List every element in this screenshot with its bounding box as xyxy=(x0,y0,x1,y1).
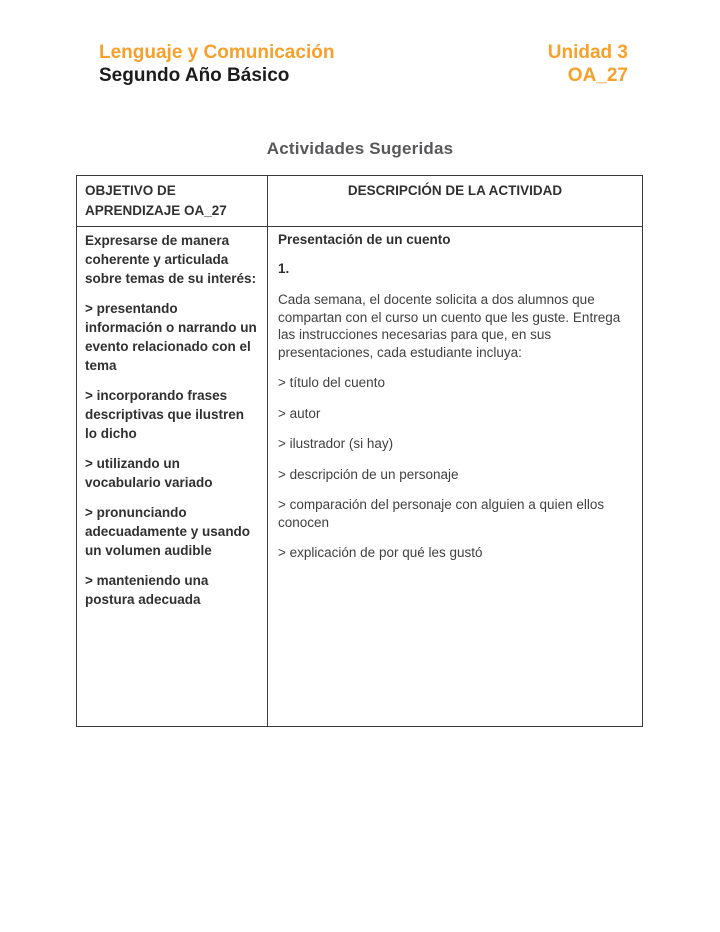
list-item: > explicación de por qué les gustó xyxy=(278,545,483,560)
activity-number: 1. xyxy=(278,260,290,276)
section-title: Actividades Sugeridas xyxy=(266,139,454,158)
objective-intro: Expresarse de manera coherente y articulada sobre temas de su interés: xyxy=(85,233,257,286)
list-item: > ilustrador (si hay) xyxy=(278,436,394,451)
unit-label: Unidad 3 xyxy=(547,42,628,63)
list-item: > manteniendo una postura adecuada xyxy=(85,573,209,607)
activity-cell xyxy=(268,227,643,727)
objective-bullet-list xyxy=(85,299,257,609)
list-item: > presentando información o narrando un evento relacionado con el tema xyxy=(85,301,257,373)
list-item: > título del cuento xyxy=(278,375,385,390)
activity-column-header: DESCRIPCIÓN DE LA ACTIVIDAD xyxy=(268,176,643,227)
list-item: > autor xyxy=(278,405,321,421)
activity-description: Cada semana, el docente solicita a dos alumnos que compartan con el curso un cuento que les guste. Entrega las instrucciones necesarias para que, en sus presentaciones, cada estudiante incluya: xyxy=(278,292,621,360)
header-right-block xyxy=(548,41,628,87)
list-item: > pronunciando adecuadamente y usando un volumen audible xyxy=(85,505,251,558)
objective-cell xyxy=(77,227,268,727)
activity-bullet-list xyxy=(278,374,632,562)
list-item: > utilizando un vocabulario variado xyxy=(85,456,213,490)
table-header-row xyxy=(77,176,643,227)
table-row xyxy=(77,227,643,727)
list-item: > comparación del personaje con alguien a quien ellos conocen xyxy=(278,497,605,530)
activity-title: Presentación de un cuento xyxy=(278,232,451,247)
list-item: > descripción de un personaje xyxy=(278,466,459,482)
header-left-block xyxy=(99,41,334,87)
grade-subtitle: Segundo Año Básico xyxy=(99,65,290,86)
course-title: Lenguaje y Comunicación xyxy=(99,42,335,63)
objective-column-header: OBJETIVO DE APRENDIZAJE OA_27 xyxy=(77,176,268,227)
oa-label: OA_27 xyxy=(567,65,628,86)
list-item: > incorporando frases descriptivas que ilustren lo dicho xyxy=(85,388,245,441)
document-header xyxy=(99,41,628,87)
activities-table xyxy=(76,175,643,727)
